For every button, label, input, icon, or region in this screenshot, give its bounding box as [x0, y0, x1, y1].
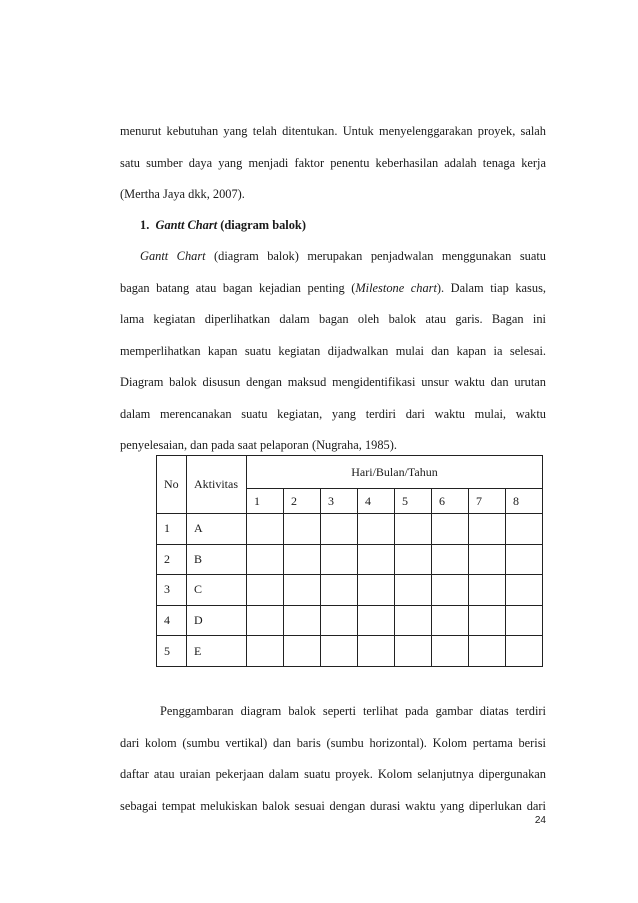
- schedule-cell: [284, 636, 321, 667]
- period-header: 8: [506, 489, 543, 514]
- schedule-cell: [284, 575, 321, 606]
- body-text-line: Penggambaran diagram balok seperti terlihat pada gambar diatas terdiri: [160, 704, 546, 718]
- row-number: 4: [157, 605, 187, 636]
- schedule-cell: [469, 575, 506, 606]
- row-number: 1: [157, 514, 187, 545]
- period-header: 1: [247, 489, 284, 514]
- row-activity: B: [187, 544, 247, 575]
- page-number: 24: [534, 815, 546, 826]
- italic-term: Gantt Chart: [140, 249, 206, 263]
- schedule-cell: [506, 605, 543, 636]
- schedule-cell: [247, 575, 284, 606]
- schedule-cell: [247, 514, 284, 545]
- italic-term: Milestone chart: [355, 281, 437, 295]
- section-heading: [140, 217, 566, 233]
- section-number: 1.: [140, 218, 150, 232]
- schedule-cell: [395, 544, 432, 575]
- row-activity: D: [187, 605, 247, 636]
- schedule-cell: [358, 575, 395, 606]
- period-header: 7: [469, 489, 506, 514]
- body-text-line: menurut kebutuhan yang telah ditentukan. Untuk menyelenggarakan proyek, salah: [120, 124, 546, 138]
- schedule-cell: [432, 605, 469, 636]
- table-row: [157, 544, 543, 575]
- table-row: [157, 514, 543, 545]
- schedule-cell: [395, 514, 432, 545]
- table-row: [157, 605, 543, 636]
- body-text-line: lama kegiatan diperlihatkan dalam bagan oleh balok atau garis. Bagan ini: [120, 312, 546, 326]
- table-row: [157, 575, 543, 606]
- schedule-cell: [432, 575, 469, 606]
- body-text-line: satu sumber daya yang menjadi faktor penentu keberhasilan adalah tenaga kerja: [120, 156, 546, 170]
- text-span: ). Dalam tiap kasus,: [436, 281, 546, 295]
- schedule-cell: [284, 514, 321, 545]
- text-span: bagan batang atau bagan kejadian penting (: [120, 281, 356, 295]
- schedule-cell: [321, 544, 358, 575]
- period-header: 2: [284, 489, 321, 514]
- header-no: No: [157, 456, 187, 514]
- schedule-cell: [358, 514, 395, 545]
- table-row: [157, 636, 543, 667]
- schedule-cell: [432, 636, 469, 667]
- schedule-cell: [321, 636, 358, 667]
- header-period: Hari/Bulan/Tahun: [247, 456, 543, 489]
- row-activity: E: [187, 636, 247, 667]
- body-text-line: [140, 248, 546, 264]
- schedule-cell: [358, 636, 395, 667]
- period-header: 4: [358, 489, 395, 514]
- body-text-line: sebagai tempat melukiskan balok sesuai dengan durasi waktu yang diperlukan dari: [120, 799, 546, 813]
- period-header: 6: [432, 489, 469, 514]
- header-activity: Aktivitas: [187, 456, 247, 514]
- schedule-cell: [284, 605, 321, 636]
- body-text-line: [120, 280, 546, 296]
- body-text-line: Diagram balok disusun dengan maksud mengidentifikasi unsur waktu dan urutan: [120, 375, 546, 389]
- schedule-cell: [506, 514, 543, 545]
- gantt-table: [156, 455, 543, 667]
- schedule-cell: [358, 544, 395, 575]
- schedule-cell: [321, 605, 358, 636]
- section-title-italic: Gantt Chart: [155, 218, 218, 232]
- text-span: (diagram balok) merupakan penjadwalan menggunakan suatu: [205, 249, 546, 263]
- body-text-line: penyelesaian, dan pada saat pelaporan (Nugraha, 1985).: [120, 438, 397, 452]
- schedule-cell: [469, 544, 506, 575]
- schedule-cell: [469, 514, 506, 545]
- schedule-cell: [247, 605, 284, 636]
- period-header: 5: [395, 489, 432, 514]
- schedule-cell: [395, 636, 432, 667]
- row-activity: C: [187, 575, 247, 606]
- body-text-line: memperlihatkan kapan suatu kegiatan dijadwalkan mulai dan kapan ia selesai.: [120, 344, 546, 358]
- row-number: 2: [157, 544, 187, 575]
- schedule-cell: [395, 605, 432, 636]
- schedule-cell: [247, 544, 284, 575]
- row-activity: A: [187, 514, 247, 545]
- schedule-cell: [469, 605, 506, 636]
- schedule-cell: [247, 636, 284, 667]
- schedule-cell: [469, 636, 506, 667]
- schedule-cell: [321, 575, 358, 606]
- schedule-cell: [432, 514, 469, 545]
- body-text-line: dalam merencanakan suatu kegiatan, yang terdiri dari waktu mulai, waktu: [120, 407, 546, 421]
- schedule-cell: [284, 544, 321, 575]
- section-title-rest: (diagram balok): [217, 218, 306, 232]
- schedule-cell: [506, 575, 543, 606]
- row-number: 5: [157, 636, 187, 667]
- schedule-cell: [395, 575, 432, 606]
- schedule-cell: [432, 544, 469, 575]
- schedule-cell: [358, 605, 395, 636]
- schedule-cell: [506, 636, 543, 667]
- body-text-line: dari kolom (sumbu vertikal) dan baris (sumbu horizontal). Kolom pertama berisi: [120, 736, 546, 750]
- schedule-cell: [321, 514, 358, 545]
- body-text-line: daftar atau uraian pekerjaan dalam suatu proyek. Kolom selanjutnya dipergunakan: [120, 767, 546, 781]
- body-text-line: (Mertha Jaya dkk, 2007).: [120, 187, 245, 201]
- row-number: 3: [157, 575, 187, 606]
- period-header: 3: [321, 489, 358, 514]
- schedule-cell: [506, 544, 543, 575]
